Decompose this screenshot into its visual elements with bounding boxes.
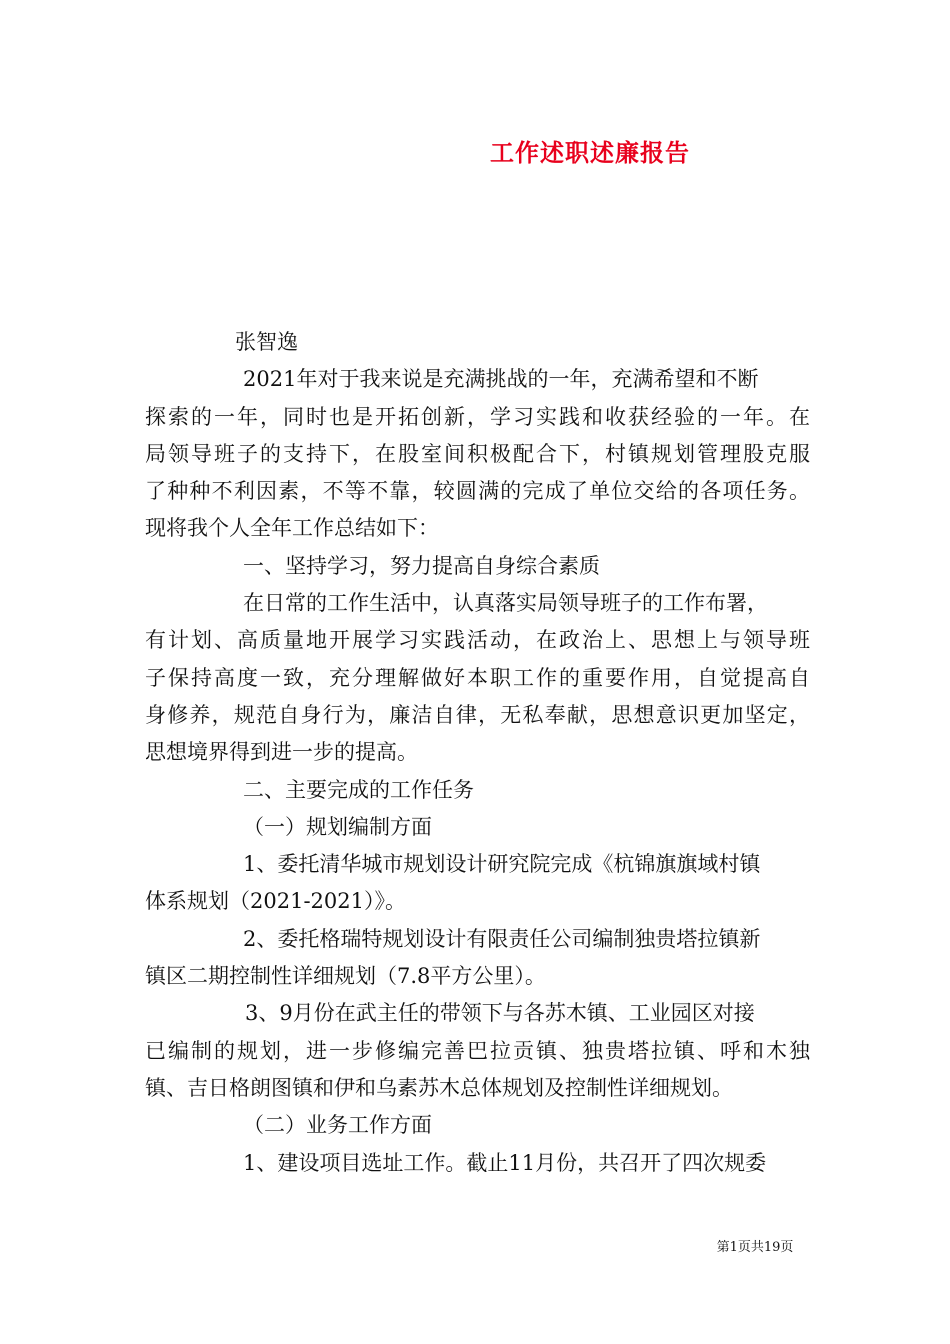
paragraph-line: 已编制的规划，进一步修编完善巴拉贡镇、独贵塔拉镇、呼和木独 — [145, 1038, 810, 1063]
paragraph-line: 1、委托清华城市规划设计研究院完成《杭锦旗旗域村镇 — [243, 852, 761, 877]
paragraph-line: 2021年对于我来说是充满挑战的一年，充满希望和不断 — [243, 367, 759, 392]
document-title: 工作述职述廉报告 — [490, 138, 690, 167]
section-heading: 二、主要完成的工作任务 — [243, 777, 474, 802]
subsection-heading: （二）业务工作方面 — [243, 1113, 432, 1138]
paragraph-line: 体系规划（2021-2021）》。 — [145, 889, 406, 914]
paragraph-line: 身修养，规范自身行为，廉洁自律，无私奉献，思想意识更加坚定， — [145, 702, 810, 727]
paragraph-line: 子保持高度一致，充分理解做好本职工作的重要作用，自觉提高自 — [145, 665, 810, 690]
paragraph-line: 在日常的工作生活中，认真落实局领导班子的工作布署， — [243, 591, 768, 616]
section-heading: 一、坚持学习，努力提高自身综合素质 — [243, 553, 600, 578]
page-number: 第1页共19页 — [716, 1240, 794, 1255]
paragraph-line: 局领导班子的支持下，在股室间积极配合下，村镇规划管理股克服 — [145, 441, 810, 466]
paragraph-line: 2、委托格瑞特规划设计有限责任公司编制独贵塔拉镇新 — [243, 926, 761, 951]
paragraph-line: 有计划、高质量地开展学习实践活动，在政治上、思想上与领导班 — [145, 628, 810, 653]
paragraph-line: 3、9月份在武主任的带领下与各苏木镇、工业园区对接 — [245, 1001, 755, 1026]
document-body — [145, 324, 810, 1182]
paragraph-line: 现将我个人全年工作总结如下： — [145, 516, 439, 541]
paragraph-line: 镇区二期控制性详细规划（7.8平方公里）。 — [145, 964, 546, 989]
paragraph-line: 思想境界得到进一步的提高。 — [145, 740, 418, 765]
subsection-heading: （一）规划编制方面 — [243, 814, 432, 839]
author-name: 张智逸 — [235, 330, 298, 354]
paragraph-line: 1、建设项目选址工作。截止11月份，共召开了四次规委 — [243, 1150, 767, 1175]
paragraph-line: 了种种不利因素，不等不靠，较圆满的完成了单位交给的各项任务。 — [145, 479, 810, 504]
paragraph-line: 探索的一年，同时也是开拓创新，学习实践和收获经验的一年。在 — [145, 404, 810, 429]
paragraph-line: 镇、吉日格朗图镇和伊和乌素苏木总体规划及控制性详细规划。 — [145, 1075, 733, 1100]
